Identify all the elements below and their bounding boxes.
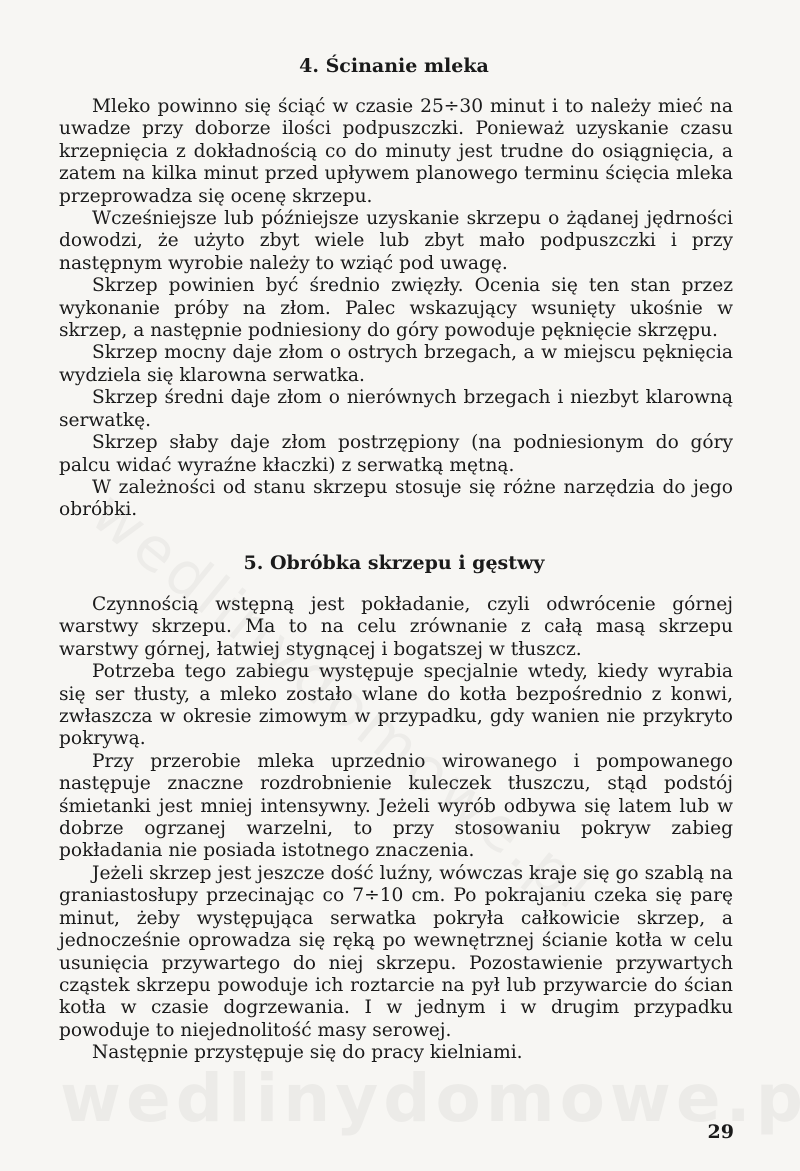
paragraph: Potrzeba tego zabiegu występuje specjalnie wtedy, kiedy wyrabia się ser tłusty, a mleko zostało wlane do kotła bezpośrednio z konwi, zwłaszcza w okresie zimowym w przypadku, gdy wanien nie przykryto pokrywą. bbox=[59, 661, 733, 750]
section-5-body bbox=[59, 594, 733, 1065]
paragraph: W zależności od stanu skrzepu stosuje się różne narzędzia do jego obróbki. bbox=[59, 476, 733, 521]
paragraph: Skrzep słaby daje złom postrzępiony (na podniesionym do góry palcu widać wyraźne kłaczki) z serwatką mętną. bbox=[59, 432, 733, 476]
paragraph: Wcześniejsze lub późniejsze uzyskanie skrzepu o żądanej jędrności dowodzi, że użyto zbyt wiele lub zbyt mało podpuszczki i przy następnym wyrobie należy to wziąć pod uwagę. bbox=[59, 208, 733, 274]
paragraph: Czynnością wstępną jest pokładanie, czyli odwrócenie górnej warstwy skrzepu. Ma to na celu zrównanie z całą masą skrzepu warstwy górnej, łatwiej stygnącej i bogatszej w tłuszcz. bbox=[59, 594, 733, 660]
watermark bbox=[60, 1060, 800, 1137]
section-4-title: 4. Ścinanie mleka bbox=[299, 55, 489, 77]
paragraph: Skrzep mocny daje złom o ostrych brzegach, a w miejscu pęknięcia wydziela się klarowna serwatka. bbox=[59, 342, 733, 386]
paragraph: Następnie przystępuje się do pracy kielniami. bbox=[92, 1042, 523, 1064]
paragraph: Skrzep średni daje złom o nierównych brzegach i niezbyt klarowną serwatkę. bbox=[59, 387, 733, 431]
page-number: 29 bbox=[707, 1121, 734, 1143]
paragraph: Jeżeli skrzep jest jeszcze dość luźny, wówczas kraje się go szablą na graniastosłupy przecinając co 7÷10 cm. Po pokrajaniu czeka się parę minut, żeby występująca serwatka pokryła całkowicie skrzep, a jednocześnie oprowadza się ręką po wewnętrznej ścianie kotła w celu usunięcia przywartego do niej skrzepu. Pozostawienie przywartych cząstek skrzepu powoduje ich roztarcie na pył lub przywarcie do ścian kotła w czasie dogrzewania. I w jednym i w drugim przypadku powoduje to niejednolitość masy serowej. bbox=[59, 862, 733, 1041]
paragraph: Przy przerobie mleka uprzednio wirowanego i pompowanego następuje znaczne rozdrobnienie kuleczek tłuszczu, stąd podstój śmietanki jest mniej intensywny. Jeżeli wyrób odbywa się latem lub w dobrze ogrzanej warzelni, to przy stosowaniu pokryw zabieg pokładania nie posiada istotnego znaczenia. bbox=[59, 750, 733, 862]
section-5-title: 5. Obróbka skrzepu i gęstwy bbox=[243, 552, 545, 574]
paragraph: Mleko powinno się ściąć w czasie 25÷30 minut i to należy mieć na uwadze przy doborze ilości podpuszczki. Ponieważ uzyskanie czasu krzepnięcia z dokładnością co do minuty jest trudne do osiągnięcia, a zatem na kilka minut przed upływem planowego terminu ścięcia mleka przeprowadza się ocenę skrzepu. bbox=[59, 96, 733, 207]
paragraph: Skrzep powinien być średnio zwięzły. Ocenia się ten stan przez wykonanie próby na złom. Palec wskazujący wsunięty ukośnie w skrzep, a następnie podniesiony do góry powoduje pęknięcie skrzępu. bbox=[59, 275, 733, 342]
section-4-body bbox=[59, 96, 733, 522]
